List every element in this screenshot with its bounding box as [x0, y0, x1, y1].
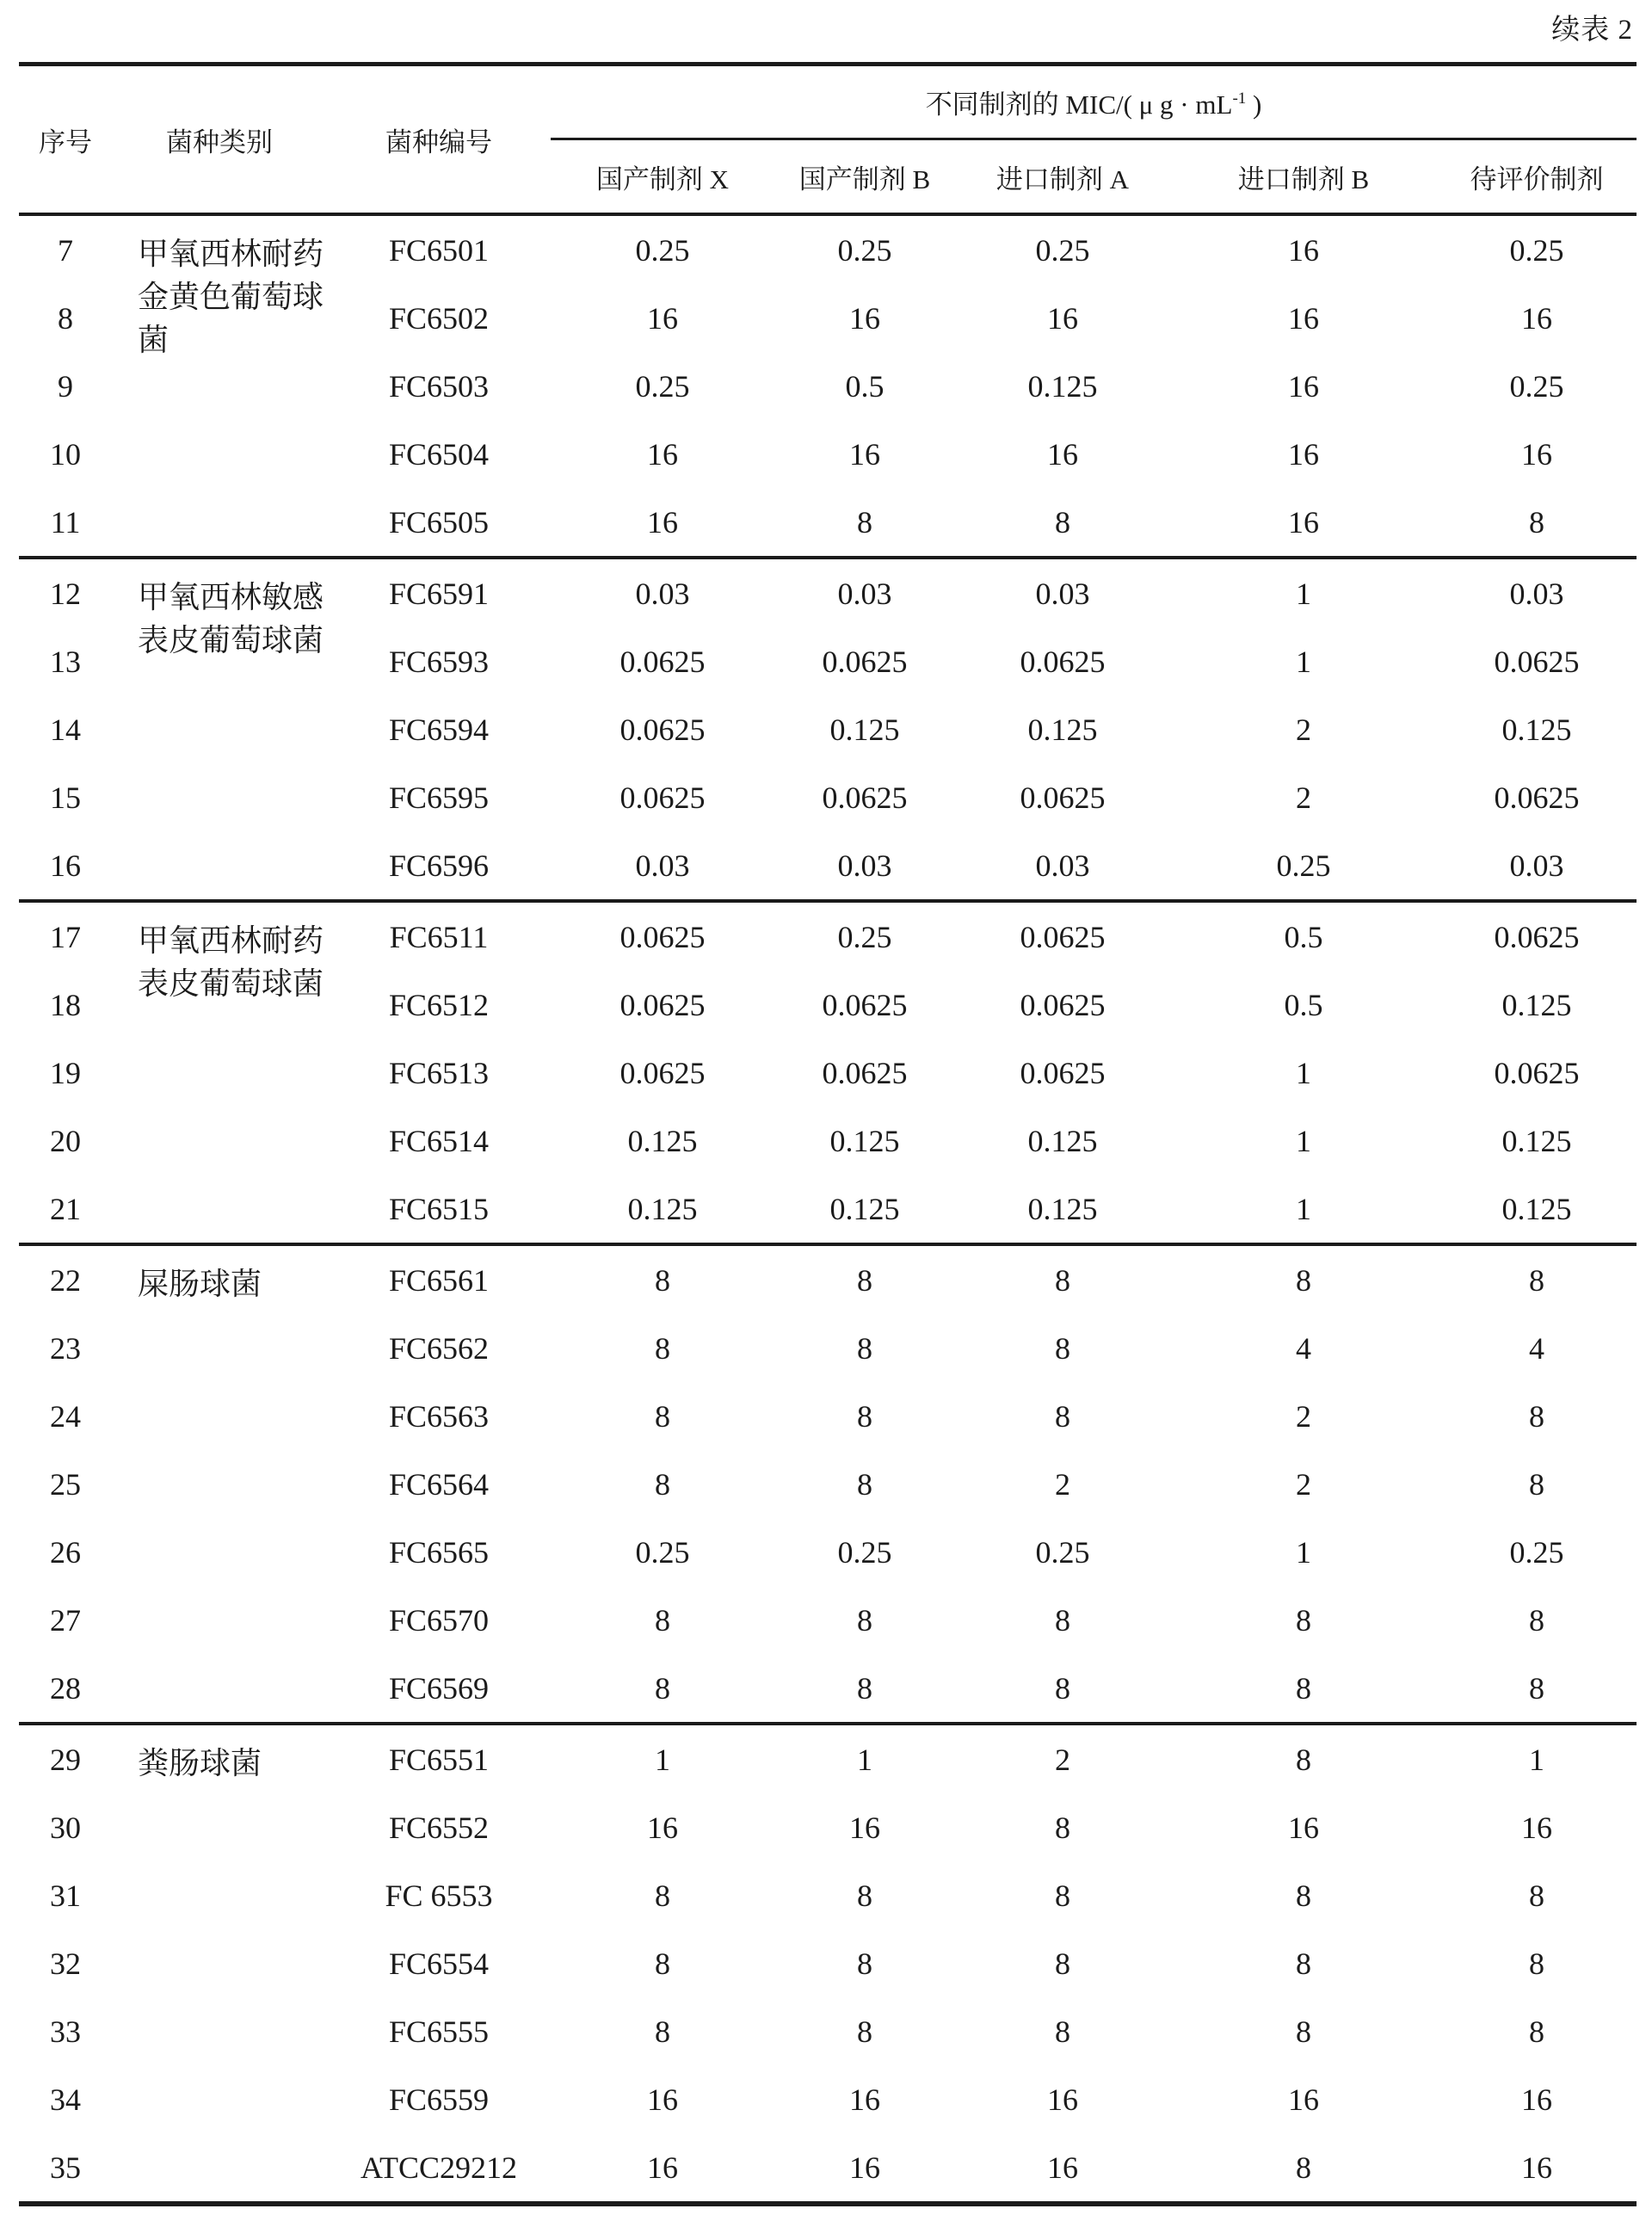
- strain-cell: FC6569: [388, 1670, 490, 1706]
- mic-value-cell: 1: [774, 1724, 955, 1793]
- mic-value-cell: 0.0625: [822, 987, 908, 1022]
- strain-cell: FC6593: [388, 644, 490, 679]
- mic-value-cell: 1: [551, 1724, 774, 1793]
- mic-value-cell: 0.0625: [620, 712, 706, 747]
- mic-value-cell: 8: [1170, 1244, 1437, 1314]
- mic-value-cell: 0.0625: [822, 1055, 908, 1090]
- strain-cell: FC6503: [388, 368, 490, 404]
- mic-value-cell: 0.5: [1170, 901, 1437, 971]
- mic-value-cell: 8: [1529, 1878, 1545, 1913]
- mic-value-cell: 16: [1288, 504, 1319, 540]
- mic-value-cell: 0.125: [1027, 368, 1098, 404]
- mic-value-cell: 1: [1437, 1724, 1637, 1793]
- mic-value-cell: 8: [1529, 1670, 1545, 1706]
- mic-title-close: ): [1246, 89, 1262, 120]
- mic-value-cell: 0.25: [837, 1534, 892, 1570]
- strain-cell: FC6562: [388, 1330, 490, 1366]
- mic-value-cell: 8: [1529, 2014, 1545, 2049]
- mic-value-cell: 16: [1288, 368, 1319, 404]
- species-cell: 甲氧西林耐药表皮葡萄球菌: [112, 901, 327, 1244]
- mic-value-cell: 16: [849, 436, 880, 472]
- mic-value-cell: 0.25: [1509, 368, 1564, 404]
- mic-value-cell: 8: [1055, 1878, 1070, 1913]
- mic-value-cell: 16: [849, 2082, 880, 2117]
- mic-value-cell: 0.25: [635, 368, 690, 404]
- mic-value-cell: 8: [655, 1670, 670, 1706]
- seq-cell: 31: [50, 1878, 81, 1913]
- seq-cell: 34: [50, 2082, 81, 2117]
- mic-value-cell: 8: [955, 1244, 1170, 1314]
- mic-value-cell: 4: [1529, 1330, 1545, 1366]
- mic-value-cell: 16: [1047, 2082, 1078, 2117]
- seq-cell: 27: [50, 1602, 81, 1638]
- header-preparation-domestic-b: 国产制剂 B: [774, 139, 955, 215]
- mic-value-cell: 0.03: [774, 558, 955, 627]
- seq-cell: 16: [50, 848, 81, 883]
- mic-value-cell: 0.25: [774, 901, 955, 971]
- mic-value-cell: 16: [647, 1810, 678, 1845]
- mic-value-cell: 0.03: [1437, 558, 1637, 627]
- mic-value-cell: 8: [1296, 1602, 1311, 1638]
- mic-value-cell: 0.5: [1284, 987, 1323, 1022]
- seq-cell: 9: [58, 368, 73, 404]
- mic-value-cell: 8: [1296, 1878, 1311, 1913]
- mic-table: [19, 62, 1637, 2206]
- strain-cell: FC6552: [388, 1810, 490, 1845]
- seq-cell: 12: [19, 558, 112, 627]
- mic-value-cell: 8: [1055, 1602, 1070, 1638]
- mic-value-cell: 0.125: [1027, 1123, 1098, 1158]
- mic-value-cell: 16: [1288, 232, 1319, 268]
- mic-value-cell: 0.0625: [1494, 644, 1580, 679]
- strain-cell: FC6501: [388, 232, 490, 268]
- header-preparation-to-evaluate: 待评价制剂: [1437, 139, 1637, 215]
- seq-cell: 11: [50, 504, 81, 540]
- strain-cell: FC6512: [388, 987, 490, 1022]
- strain-cell: FC6565: [388, 1534, 490, 1570]
- mic-value-cell: 0.125: [1027, 712, 1098, 747]
- mic-value-cell: 0.0625: [1437, 901, 1637, 971]
- mic-value-cell: 0.03: [1035, 848, 1090, 883]
- mic-value-cell: 0.0625: [822, 780, 908, 815]
- mic-value-cell: 8: [1529, 1602, 1545, 1638]
- mic-value-cell: 0.25: [1276, 848, 1331, 883]
- mic-value-cell: 8: [1529, 1398, 1545, 1434]
- mic-value-cell: 0.5: [845, 368, 885, 404]
- mic-value-cell: 1: [1296, 1191, 1311, 1226]
- table-body: [19, 214, 1637, 2204]
- mic-value-cell: 16: [1521, 2150, 1553, 2185]
- mic-value-cell: 8: [1055, 1330, 1070, 1366]
- mic-value-cell: 8: [857, 1466, 872, 1502]
- seq-cell: 23: [50, 1330, 81, 1366]
- header-species: 菌种类别: [112, 65, 327, 215]
- seq-cell: 33: [50, 2014, 81, 2049]
- header-preparation-imported-b: 进口制剂 B: [1170, 139, 1437, 215]
- strain-cell: FC6564: [388, 1466, 490, 1502]
- table-row: [19, 1724, 1637, 1793]
- strain-cell: FC6551: [327, 1724, 551, 1793]
- mic-value-cell: 16: [1288, 300, 1319, 336]
- seq-cell: 30: [50, 1810, 81, 1845]
- mic-value-cell: 0.125: [829, 1123, 900, 1158]
- mic-value-cell: 8: [857, 504, 872, 540]
- mic-value-cell: 0.0625: [1020, 987, 1106, 1022]
- mic-value-cell: 8: [655, 1398, 670, 1434]
- mic-value-cell: 0.0625: [1020, 1055, 1106, 1090]
- mic-value-cell: 8: [1529, 1946, 1545, 1981]
- header-preparation-domestic-x: 国产制剂 X: [551, 139, 774, 215]
- mic-value-cell: 2: [955, 1724, 1170, 1793]
- mic-value-cell: 16: [1521, 1810, 1553, 1845]
- strain-cell: FC6504: [388, 436, 490, 472]
- mic-value-cell: 8: [655, 1878, 670, 1913]
- mic-value-cell: 16: [647, 436, 678, 472]
- mic-value-cell: 8: [655, 1602, 670, 1638]
- seq-cell: 28: [50, 1670, 81, 1706]
- strain-cell: FC6570: [388, 1602, 490, 1638]
- mic-value-cell: 8: [1529, 1466, 1545, 1502]
- mic-value-cell: 16: [1288, 2082, 1319, 2117]
- strain-cell: FC6596: [388, 848, 490, 883]
- mic-value-cell: 0.125: [829, 712, 900, 747]
- strain-cell: FC6559: [388, 2082, 490, 2117]
- strain-cell: FC 6553: [385, 1878, 493, 1913]
- mic-value-cell: 0.0625: [1020, 644, 1106, 679]
- mic-value-cell: 0.125: [1027, 1191, 1098, 1226]
- mic-value-cell: 0.125: [1501, 987, 1572, 1022]
- mic-value-cell: 0.03: [837, 848, 892, 883]
- mic-value-cell: 0.03: [955, 558, 1170, 627]
- species-cell: 甲氧西林敏感表皮葡萄球菌: [112, 558, 327, 901]
- mic-value-cell: 1: [1296, 644, 1311, 679]
- seq-cell: 22: [19, 1244, 112, 1314]
- seq-cell: 29: [19, 1724, 112, 1793]
- mic-value-cell: 8: [655, 1466, 670, 1502]
- seq-cell: 13: [50, 644, 81, 679]
- table-row: [19, 901, 1637, 971]
- mic-value-cell: 8: [1170, 1724, 1437, 1793]
- strain-cell: FC6502: [388, 300, 490, 336]
- header-seq: 序号: [19, 65, 112, 215]
- seq-cell: 25: [50, 1466, 81, 1502]
- mic-value-cell: 1: [1296, 1534, 1311, 1570]
- mic-value-cell: 0.0625: [822, 644, 908, 679]
- mic-value-cell: 16: [1288, 1810, 1319, 1845]
- mic-value-cell: 2: [1296, 780, 1311, 815]
- mic-value-cell: 16: [1288, 436, 1319, 472]
- mic-value-cell: 1: [1296, 1123, 1311, 1158]
- mic-value-cell: 0.25: [1035, 232, 1090, 268]
- species-cell: 粪肠球菌: [112, 1724, 327, 2204]
- mic-value-cell: 0.25: [837, 232, 892, 268]
- mic-value-cell: 16: [1047, 300, 1078, 336]
- table-row: [19, 214, 1637, 284]
- mic-value-cell: 0.0625: [620, 1055, 706, 1090]
- mic-value-cell: 8: [1296, 2014, 1311, 2049]
- mic-value-cell: 8: [857, 1330, 872, 1366]
- mic-value-cell: 0.03: [1509, 848, 1564, 883]
- mic-value-cell: 16: [1047, 2150, 1078, 2185]
- strain-cell: FC6554: [388, 1946, 490, 1981]
- strain-cell: FC6515: [388, 1191, 490, 1226]
- mic-value-cell: 2: [1296, 1398, 1311, 1434]
- strain-cell: FC6594: [388, 712, 490, 747]
- mic-value-cell: 8: [1529, 504, 1545, 540]
- header-row-top: [19, 65, 1637, 139]
- mic-value-cell: 16: [647, 2150, 678, 2185]
- seq-cell: 21: [50, 1191, 81, 1226]
- seq-cell: 18: [50, 987, 81, 1022]
- continued-table-label: 续表 2: [1551, 15, 1633, 46]
- mic-value-cell: 8: [857, 1602, 872, 1638]
- strain-cell: FC6511: [327, 901, 551, 971]
- mic-value-cell: 1: [1170, 558, 1437, 627]
- header-strain: 菌种编号: [327, 65, 551, 215]
- mic-value-cell: 0.03: [551, 558, 774, 627]
- mic-value-cell: 0.25: [635, 232, 690, 268]
- seq-cell: 19: [50, 1055, 81, 1090]
- table-row: [19, 558, 1637, 627]
- strain-cell: FC6555: [388, 2014, 490, 2049]
- table-row: [19, 1244, 1637, 1314]
- mic-value-cell: 16: [849, 2150, 880, 2185]
- mic-value-cell: 0.125: [1501, 712, 1572, 747]
- mic-value-cell: 8: [1296, 1670, 1311, 1706]
- mic-value-cell: 8: [655, 2014, 670, 2049]
- mic-value-cell: 4: [1296, 1330, 1311, 1366]
- mic-value-cell: 16: [1047, 436, 1078, 472]
- mic-value-cell: 8: [1296, 2150, 1311, 2185]
- mic-title-superscript: -1: [1232, 89, 1247, 108]
- mic-value-cell: 0.125: [829, 1191, 900, 1226]
- mic-value-cell: 0.25: [635, 1534, 690, 1570]
- mic-value-cell: 8: [857, 1398, 872, 1434]
- mic-value-cell: 0.0625: [1020, 780, 1106, 815]
- mic-value-cell: 0.125: [1501, 1191, 1572, 1226]
- mic-value-cell: 2: [1055, 1466, 1070, 1502]
- mic-value-cell: 8: [655, 1330, 670, 1366]
- strain-cell: FC6563: [388, 1398, 490, 1434]
- mic-value-cell: 0.0625: [620, 780, 706, 815]
- mic-value-cell: 2: [1296, 712, 1311, 747]
- seq-cell: 8: [58, 300, 73, 336]
- mic-value-cell: 16: [849, 1810, 880, 1845]
- mic-value-cell: 0.125: [1501, 1123, 1572, 1158]
- mic-value-cell: 16: [647, 504, 678, 540]
- strain-cell: ATCC29212: [360, 2150, 518, 2185]
- seq-cell: 10: [50, 436, 81, 472]
- mic-value-cell: 8: [857, 2014, 872, 2049]
- mic-value-cell: 8: [857, 1670, 872, 1706]
- seq-cell: 32: [50, 1946, 81, 1981]
- mic-value-cell: 8: [1296, 1946, 1311, 1981]
- mic-value-cell: 8: [551, 1244, 774, 1314]
- seq-cell: 17: [19, 901, 112, 971]
- mic-value-cell: 8: [774, 1244, 955, 1314]
- strain-cell: FC6513: [388, 1055, 490, 1090]
- mic-value-cell: 0.25: [1509, 232, 1564, 268]
- mic-value-cell: 8: [1055, 1398, 1070, 1434]
- mic-value-cell: 8: [1055, 504, 1070, 540]
- mic-value-cell: 16: [1521, 436, 1553, 472]
- species-cell: 甲氧西林耐药金黄色葡萄球菌: [138, 237, 324, 357]
- strain-cell: FC6591: [327, 558, 551, 627]
- table-header: [19, 65, 1637, 215]
- species-cell: 屎肠球菌: [112, 1244, 327, 1724]
- mic-value-cell: 16: [647, 2082, 678, 2117]
- header-mic-group: [551, 65, 1637, 139]
- mic-value-cell: 0.25: [1035, 1534, 1090, 1570]
- mic-value-cell: 2: [1296, 1466, 1311, 1502]
- mic-value-cell: 16: [1521, 2082, 1553, 2117]
- mic-value-cell: 16: [1521, 300, 1553, 336]
- mic-value-cell: 0.0625: [620, 644, 706, 679]
- mic-value-cell: 8: [857, 1946, 872, 1981]
- mic-value-cell: 1: [1296, 1055, 1311, 1090]
- seq-cell: 14: [50, 712, 81, 747]
- mic-value-cell: 8: [1055, 2014, 1070, 2049]
- mic-value-cell: 0.0625: [1494, 780, 1580, 815]
- mic-value-cell: 0.0625: [551, 901, 774, 971]
- mic-value-cell: 8: [857, 1878, 872, 1913]
- seq-cell: 15: [50, 780, 81, 815]
- mic-value-cell: 8: [1055, 1670, 1070, 1706]
- mic-value-cell: 0.03: [635, 848, 690, 883]
- mic-value-cell: 8: [1437, 1244, 1637, 1314]
- seq-cell: 35: [50, 2150, 81, 2185]
- strain-cell: FC6595: [388, 780, 490, 815]
- mic-value-cell: 16: [849, 300, 880, 336]
- mic-value-cell: 0.0625: [620, 987, 706, 1022]
- mic-value-cell: 8: [655, 1946, 670, 1981]
- seq-cell: 26: [50, 1534, 81, 1570]
- mic-value-cell: 8: [1055, 1810, 1070, 1845]
- seq-cell: 20: [50, 1123, 81, 1158]
- mic-value-cell: 0.25: [1509, 1534, 1564, 1570]
- strain-cell: FC6505: [388, 504, 490, 540]
- mic-value-cell: 0.0625: [955, 901, 1170, 971]
- mic-value-cell: 8: [1055, 1946, 1070, 1981]
- seq-cell: 7: [58, 232, 73, 268]
- mic-value-cell: 0.125: [627, 1123, 698, 1158]
- mic-value-cell: 16: [647, 300, 678, 336]
- mic-value-cell: 0.125: [627, 1191, 698, 1226]
- mic-value-cell: 0.0625: [1494, 1055, 1580, 1090]
- mic-title-text: 不同制剂的 MIC/( μ g · mL: [925, 89, 1233, 120]
- strain-cell: FC6514: [388, 1123, 490, 1158]
- strain-cell: FC6561: [327, 1244, 551, 1314]
- seq-cell: 24: [50, 1398, 81, 1434]
- header-preparation-imported-a: 进口制剂 A: [955, 139, 1170, 215]
